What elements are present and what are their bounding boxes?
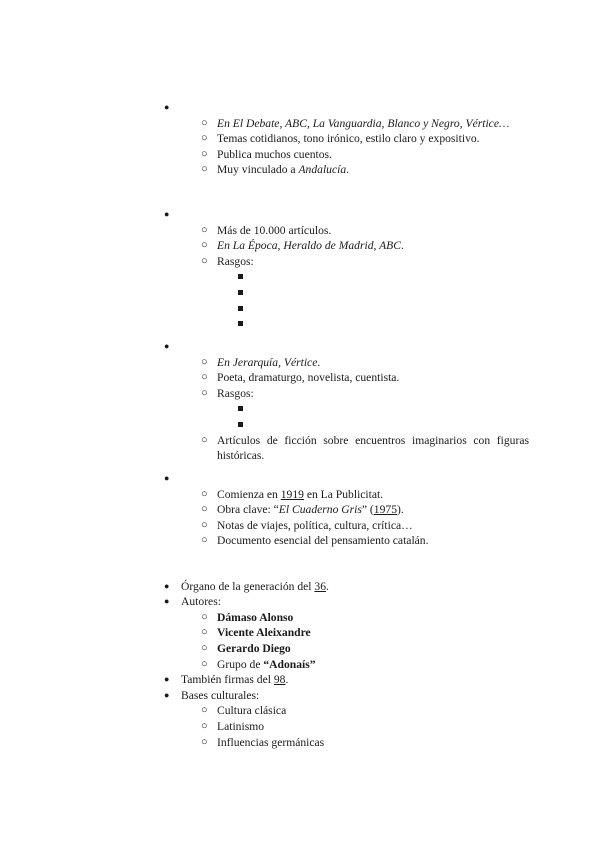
text-run: También firmas del [181, 673, 274, 687]
text-run: Cultura clásica [217, 704, 287, 718]
italic-run: En El Debate, ABC, La Vanguardia, Blanco y Negro, Vértice… [217, 116, 510, 130]
text-run: Notas de viajes, política, cultura, crítica… [217, 518, 413, 532]
hollow-bullet-icon: ○ [201, 163, 208, 176]
text-run: en La Publicitat. [303, 487, 384, 501]
text-run: Rasgos: [217, 386, 254, 400]
section-item [181, 594, 221, 609]
detail-item [217, 254, 254, 269]
text-run: Poeta, dramaturgo, novelista, cuentista. [217, 371, 400, 385]
italic-run: Andalucía [298, 163, 347, 177]
text-run: Muy vinculado a [217, 163, 299, 177]
section-item [181, 579, 329, 594]
section-subitem [217, 610, 293, 625]
hollow-bullet-icon: ○ [201, 610, 208, 623]
underlined-number: 1975 [373, 503, 397, 517]
detail-item [217, 223, 331, 238]
section-subitem [217, 735, 324, 750]
italic-run: En Jerarquía, Vértice [217, 355, 318, 369]
hollow-bullet-icon: ○ [201, 371, 208, 384]
square-bullet-icon [238, 321, 243, 326]
hollow-bullet-icon: ○ [201, 487, 208, 500]
hollow-bullet-icon: ○ [201, 657, 208, 670]
filled-bullet-icon: ● [164, 341, 170, 351]
text-run: Comienza en [217, 487, 281, 501]
square-bullet-icon [238, 406, 243, 411]
hollow-bullet-icon: ○ [201, 704, 208, 717]
square-bullet-icon [238, 422, 243, 427]
hollow-bullet-icon: ○ [201, 116, 208, 129]
text-run: Latinismo [217, 720, 265, 733]
section-subitem [217, 657, 316, 672]
text-run: Publica muchos cuentos. [217, 147, 332, 161]
section-subitem [217, 703, 286, 718]
text-run: Más de 10.000 artículos. [217, 223, 332, 237]
detail-item [217, 355, 320, 370]
detail-item [217, 238, 404, 253]
italic-run: El Cuaderno Gris [278, 503, 362, 517]
text-run: . [285, 673, 289, 687]
italic-run: En La Época, Heraldo de Madrid, ABC [217, 239, 401, 253]
hollow-bullet-icon: ○ [201, 433, 208, 446]
detail-item [217, 386, 254, 401]
hollow-bullet-icon: ○ [201, 720, 208, 732]
square-bullet-icon [238, 290, 243, 295]
hollow-bullet-icon: ○ [201, 626, 208, 639]
detail-item [217, 131, 480, 146]
underlined-number: 98 [273, 673, 286, 687]
filled-bullet-icon: ● [164, 473, 170, 483]
text-run: . [325, 579, 329, 593]
bold-run: Dámaso Alonso [217, 610, 294, 624]
section-subitem [217, 719, 264, 734]
square-bullet-icon [238, 306, 243, 311]
underlined-number: 36 [314, 579, 326, 593]
text-run: Obra clave: “ [217, 503, 279, 517]
hollow-bullet-icon: ○ [201, 355, 208, 368]
hollow-bullet-icon: ○ [201, 254, 208, 267]
text-run: Grupo de [217, 657, 264, 671]
hollow-bullet-icon: ○ [201, 239, 208, 252]
bold-run: Gerardo Diego [217, 642, 291, 655]
detail-item [217, 487, 383, 502]
filled-bullet-icon: ● [164, 102, 170, 112]
section-subitem [217, 625, 311, 640]
detail-item [217, 433, 529, 463]
section-subitem [217, 641, 291, 656]
hollow-bullet-icon: ○ [201, 735, 208, 748]
text-run: Rasgos: [217, 254, 254, 268]
underlined-number: 1919 [280, 487, 304, 501]
hollow-bullet-icon: ○ [201, 223, 208, 236]
text-run: ” ( [361, 503, 374, 517]
detail-item [217, 116, 509, 131]
text-run: . [400, 239, 404, 253]
text-run: ). [396, 503, 404, 517]
detail-item [217, 370, 399, 385]
text-run: Autores: [181, 595, 221, 609]
hollow-bullet-icon: ○ [201, 518, 208, 531]
text-run: Temas cotidianos, tono irónico, estilo claro y expositivo. [217, 132, 480, 146]
filled-bullet-icon: ● [164, 580, 170, 591]
hollow-bullet-icon: ○ [201, 534, 208, 547]
section-item [181, 688, 259, 703]
hollow-bullet-icon: ○ [201, 147, 208, 160]
detail-item [217, 162, 349, 177]
text-run: Bases culturales: [181, 688, 260, 702]
detail-item [217, 147, 332, 162]
filled-bullet-icon: ● [164, 674, 170, 685]
text-run: Documento esencial del pensamiento catalán. [217, 534, 429, 548]
section-item [181, 672, 288, 687]
square-bullet-icon [238, 274, 243, 279]
text-run: Influencias germánicas [217, 735, 325, 749]
filled-bullet-icon: ● [164, 209, 170, 219]
detail-item [217, 533, 429, 548]
detail-item [217, 518, 413, 533]
hollow-bullet-icon: ○ [201, 132, 208, 145]
hollow-bullet-icon: ○ [201, 386, 208, 399]
hollow-bullet-icon: ○ [201, 642, 208, 654]
text-run: Órgano de la generación del [181, 579, 315, 593]
hollow-bullet-icon: ○ [201, 503, 208, 516]
bold-run: Vicente Aleixandre [217, 626, 311, 640]
filled-bullet-icon: ● [164, 689, 170, 700]
text-run: Artículos de ficción sobre encuentros imaginarios con figuras históricas. [217, 433, 529, 462]
detail-item [217, 502, 404, 517]
text-run: . [346, 163, 350, 177]
bold-run: “Adonaís” [263, 657, 316, 671]
text-run: . [317, 355, 321, 369]
filled-bullet-icon: ● [164, 596, 170, 607]
